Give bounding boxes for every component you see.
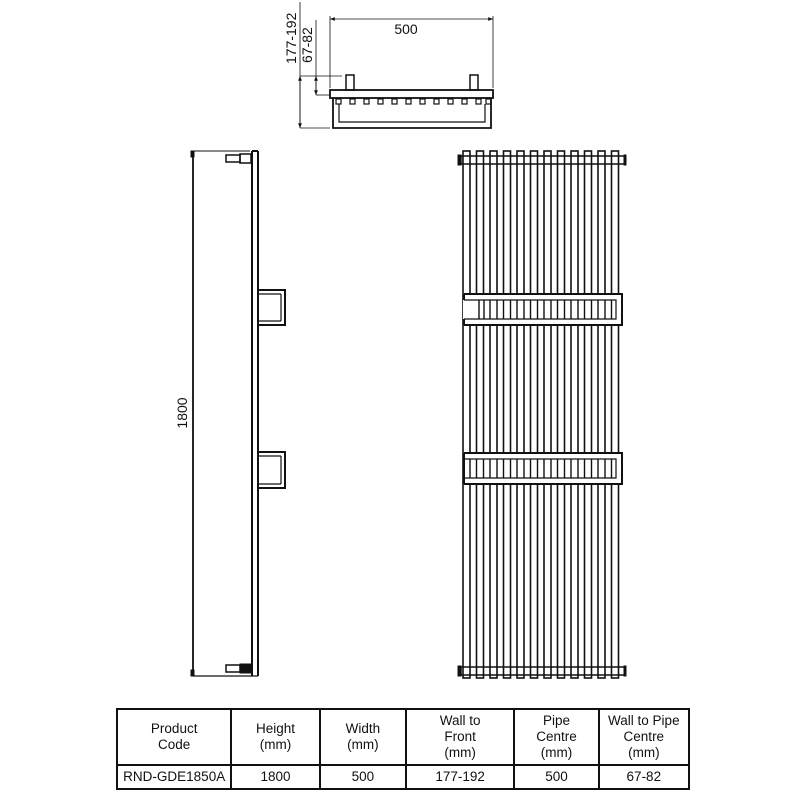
cell-wall-to-pipe-centre: 67-82 bbox=[599, 765, 689, 789]
width-label: 500 bbox=[394, 21, 418, 37]
spec-table-header-row bbox=[117, 709, 689, 765]
top-manifold bbox=[461, 156, 625, 164]
header-wall-to-pipe-centre: Wall to Pipe Centre (mm) bbox=[599, 709, 689, 765]
wall-bracket-right bbox=[470, 75, 478, 90]
spec-table bbox=[116, 708, 690, 790]
cell-product-code: RND-GDE1850A bbox=[117, 765, 231, 789]
cell-wall-to-front: 177-192 bbox=[406, 765, 514, 789]
wall-to-front-label: 177-192 bbox=[283, 12, 299, 64]
side-view bbox=[191, 151, 285, 676]
bottom-left-valve-stub bbox=[458, 666, 461, 676]
header-product-code: Product Code bbox=[117, 709, 231, 765]
cell-width: 500 bbox=[320, 765, 406, 789]
top-valve bbox=[226, 155, 240, 162]
upper-towel-rail bbox=[463, 294, 623, 325]
table-row bbox=[117, 765, 689, 789]
header-width: Width (mm) bbox=[320, 709, 406, 765]
wall-to-pipe-label: 67-82 bbox=[299, 27, 315, 63]
manifold-bar bbox=[330, 90, 493, 98]
header-height: Height (mm) bbox=[231, 709, 319, 765]
wall-bracket-left bbox=[346, 75, 354, 90]
bottom-valve bbox=[226, 665, 240, 672]
radiator-columns bbox=[463, 151, 619, 678]
front-view bbox=[458, 151, 626, 678]
bottom-manifold bbox=[461, 667, 625, 675]
header-pipe-centre: Pipe Centre (mm) bbox=[514, 709, 598, 765]
tube-sections bbox=[336, 99, 491, 104]
top-left-valve-stub bbox=[458, 155, 461, 165]
lower-towel-rail bbox=[463, 453, 623, 484]
height-label: 1800 bbox=[174, 397, 190, 429]
header-wall-to-front: Wall to Front (mm) bbox=[406, 709, 514, 765]
cell-height: 1800 bbox=[231, 765, 319, 789]
cell-pipe-centre: 500 bbox=[514, 765, 598, 789]
